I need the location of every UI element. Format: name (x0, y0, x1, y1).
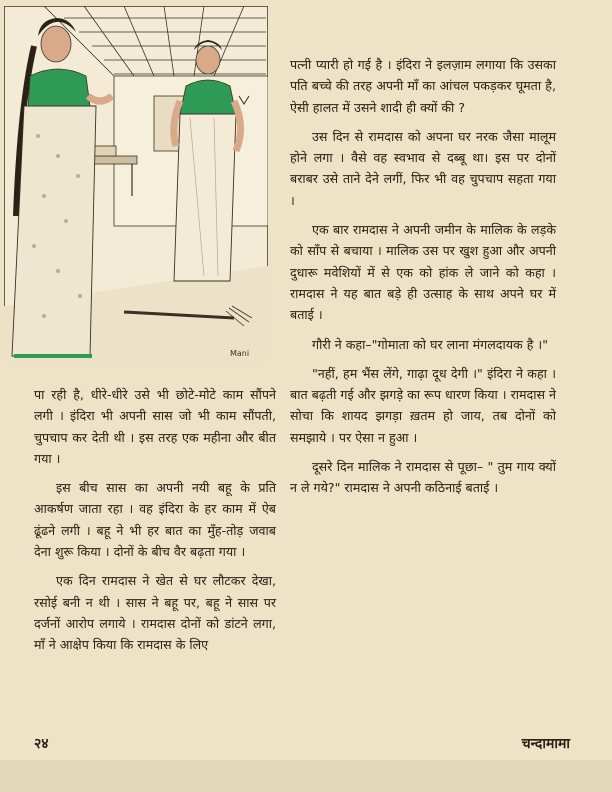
paragraph: इस बीच सास का अपनी नयी बहू के प्रति आकर्षण जाता रहा । वह इंदिरा के हर काम में ऐब ढूंढने लगी । बहू ने भी हर बात का मुँह-तोड़ जवाब देना शुरू किया । दोनों के बीच वैर बढ़ता गया । (34, 480, 276, 560)
paragraph: पत्नी प्यारी हो गई है । इंदिरा ने इलज़ाम लगाया कि उसका पति बच्चे की तरह अपनी माँ का आंचल पकड़कर घूमता है, ऐसी हालत में उसने शादी ही क्यों की ? (290, 57, 556, 115)
left-text-column (34, 384, 276, 656)
page-number: २४ (34, 736, 49, 752)
paragraph: "नहीं, हम भैंस लेंगे, गाढ़ा दूध देगी ।" इंदिरा ने कहा । बात बढ़ती गई और झगड़े का रूप धारण किया । रामदास ने सोचा कि शायद झगड़ा ख़तम हो जाय, तब दोनों को समझाये । पर ऐसा न हुआ । (290, 365, 556, 445)
paragraph: एक बार रामदास ने अपनी जमीन के मालिक के लड़के को साँप से बचाया । मालिक उस पर खुश हुआ और अपनी दुधारू मवेशियों में से एक को हांक ले जाने को कहा । रामदास ने यह बात बड़े ही उत्साह के साथ अपने घर में बताई । (290, 222, 556, 323)
paragraph: एक दिन रामदास ने खेत से घर लौटकर देखा, रसोई बनी न थी । सास ने बहू पर, बहू ने सास पर दर्जनों आरोप लगाये । रामदास दोनों को डांटने लगा, माँ ने आक्षेप किया कि रामदास के लिए (34, 573, 276, 653)
paragraph: गौरी ने कहा–"गोमाता को घर लाना मंगलदायक है ।" (312, 336, 548, 352)
right-text-column (290, 54, 556, 499)
paragraph: दूसरे दिन मालिक ने रामदास से पूछा– " तुम गाय क्यों न ले गये?" रामदास ने अपनी कठिनाई बताई । (290, 459, 556, 496)
magazine-title: चन्दामामा (521, 736, 570, 752)
illustrator-signature: Mani (230, 349, 250, 358)
story-illustration (4, 6, 268, 362)
page-bottom-edge (0, 760, 612, 792)
paragraph: पा रही है, धीरे-धीरे उसे भी छोटे-मोटे काम सौंपने लगी । इंदिरा भी अपनी सास जो भी काम सौंपती, चुपचाप कर देती थी । इस तरह एक महीना और बीत गया । (34, 387, 276, 466)
paragraph: उस दिन से रामदास को अपना घर नरक जैसा मालूम होने लगा । वैसे वह स्वभाव से दब्बू था। इस पर दोनों बराबर उसे ताने देने लगीं, फिर भी वह चुपचाप सहता गया । (290, 128, 556, 208)
